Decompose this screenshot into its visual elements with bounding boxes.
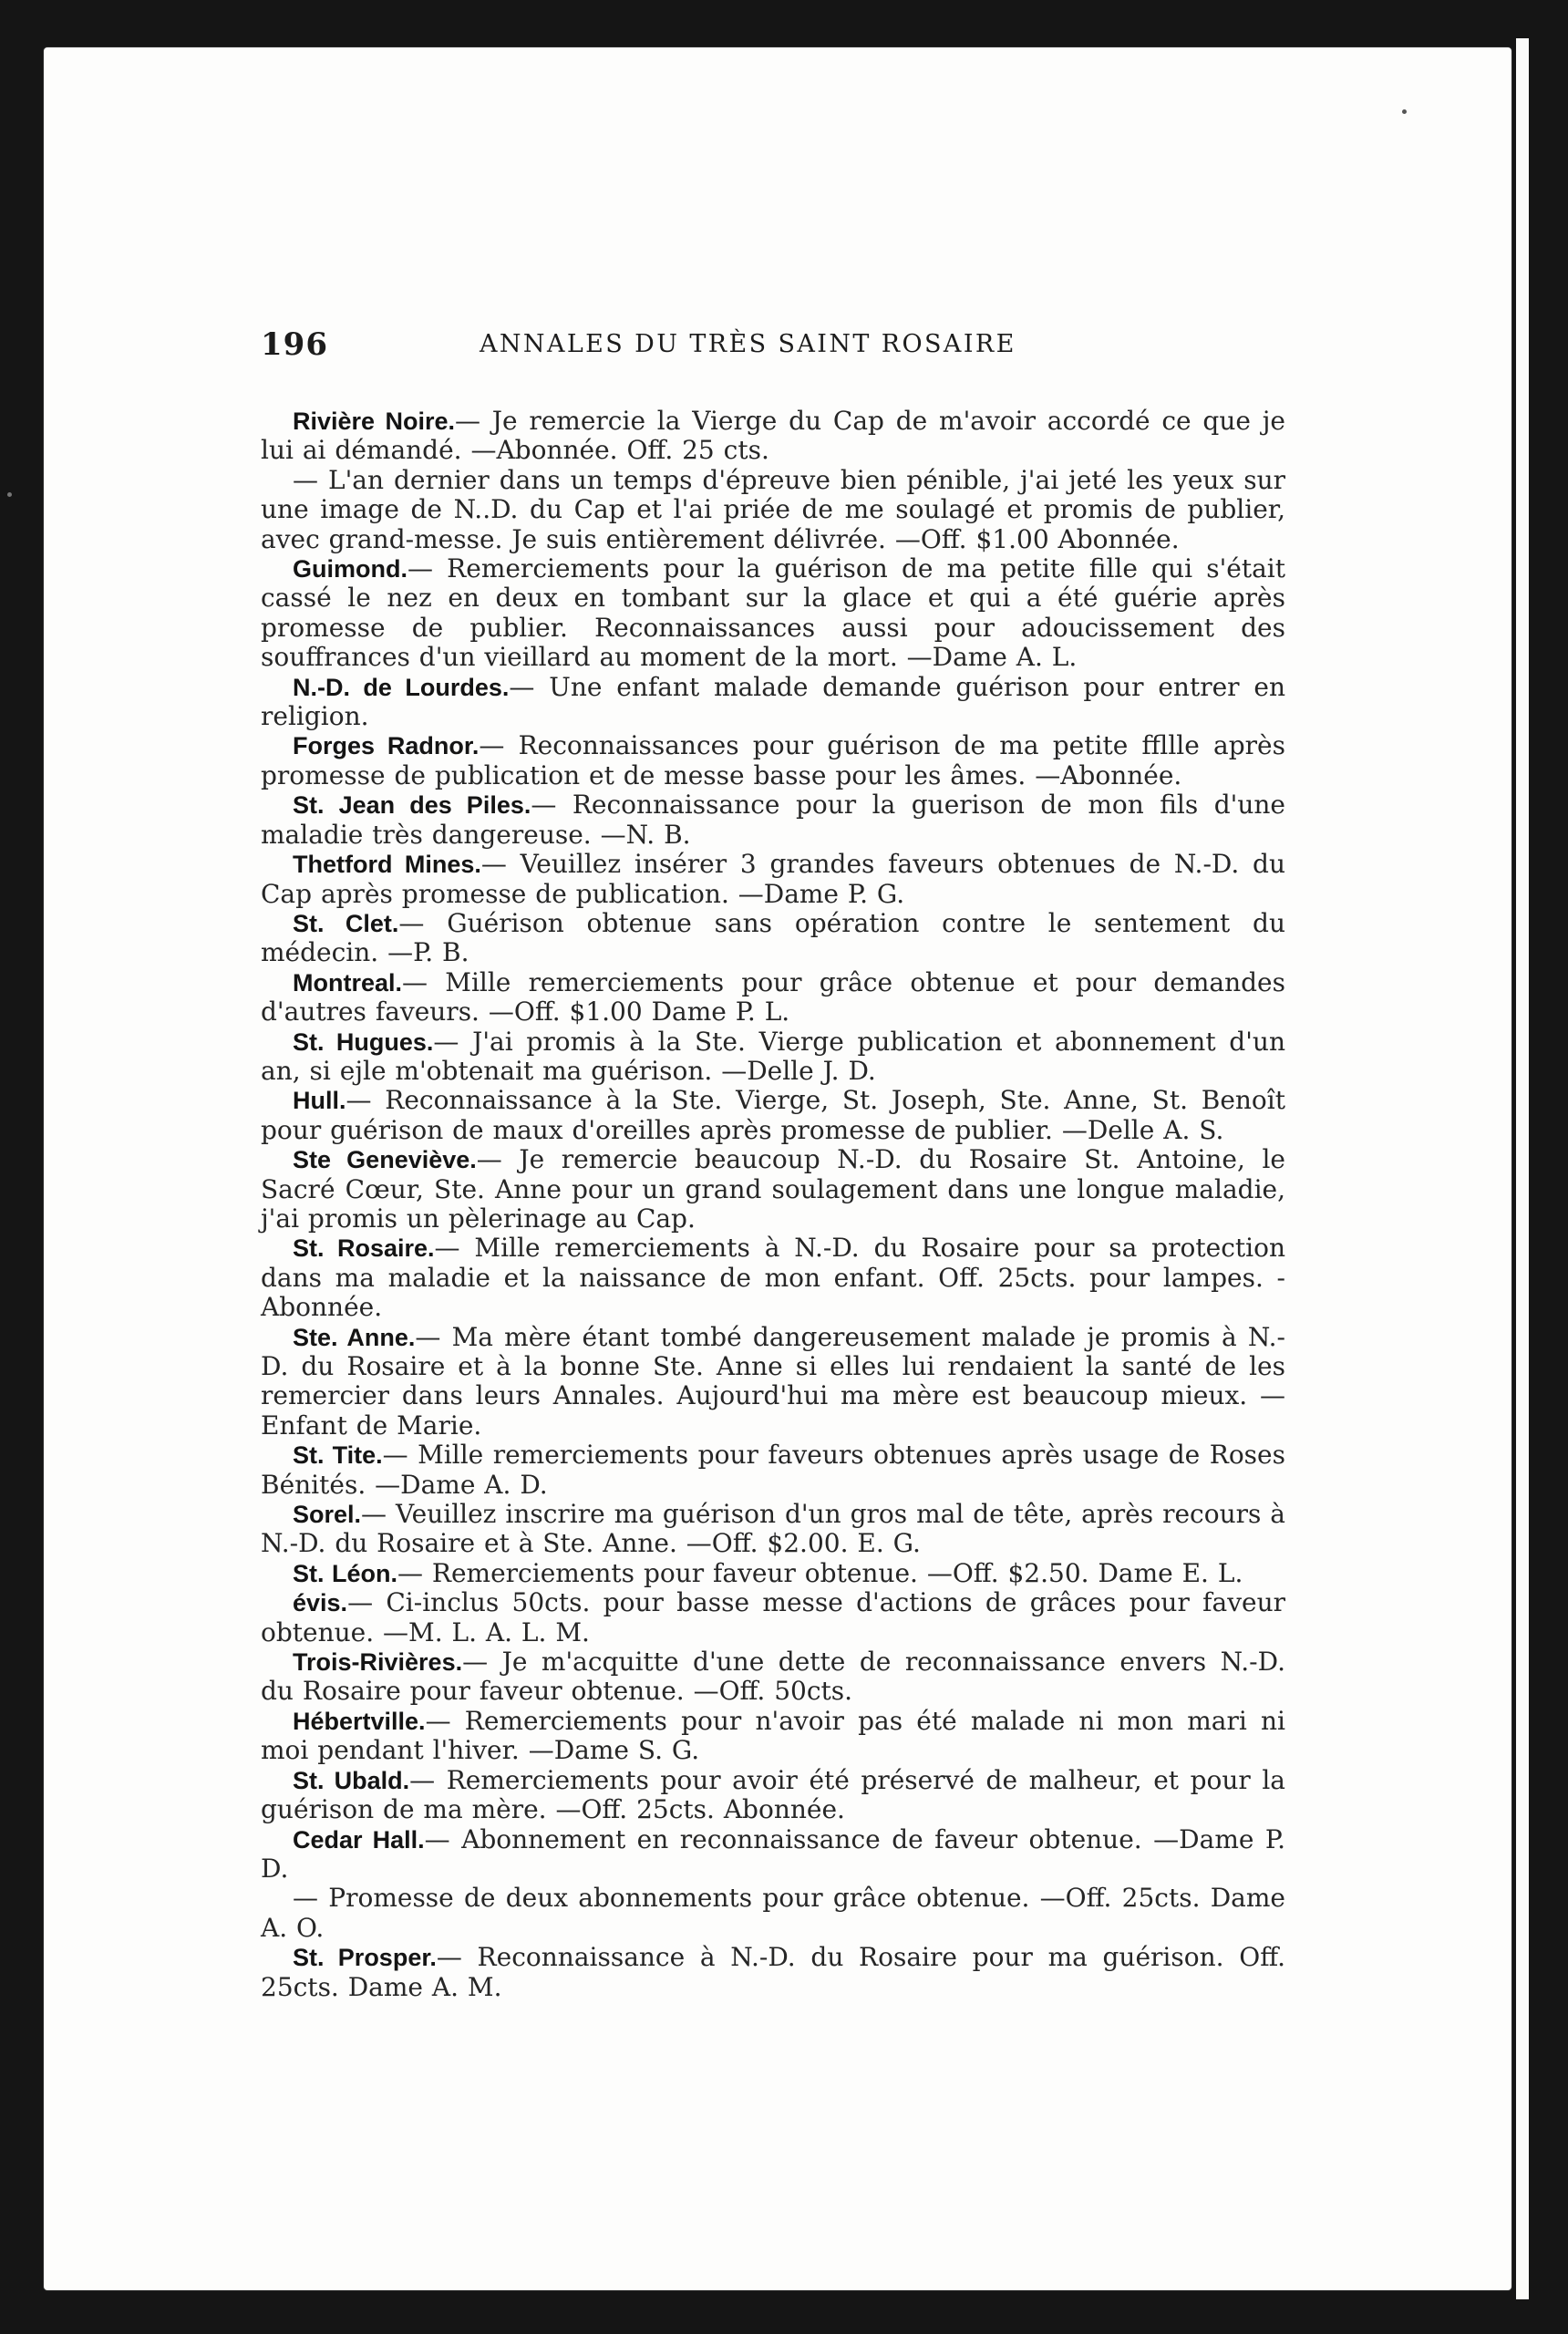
- entry: [261, 466, 1285, 554]
- entry-place: St. Hugues.: [293, 1028, 434, 1056]
- entry: [261, 1145, 1285, 1234]
- entry-place: Ste. Anne.: [293, 1323, 416, 1351]
- entry: [261, 1588, 1285, 1647]
- entry: [261, 1234, 1285, 1322]
- entry-place: Montreal.: [293, 968, 403, 997]
- entry: [261, 1500, 1285, 1559]
- entry-text: — Reconnaissance à N.-D. du Rosaire pour ma guérison. Off. 25cts. Dame A. M.: [261, 1942, 1285, 2002]
- entry-text: — Je remercie beaucoup N.-D. du Rosaire St. Antoine, le Sacré Cœur, Ste. Anne pour un grand soulagement dans une longue maladie, j'ai promis un pèlerinage au Cap.: [261, 1144, 1285, 1234]
- entry-text: — Mille remerciements à N.-D. du Rosaire pour sa protection dans ma maladie et la naissance de mon enfant. Off. 25cts. pour lampes. - Abonnée.: [261, 1233, 1285, 1323]
- entry: [261, 1559, 1285, 1588]
- entry-place: Sorel.: [293, 1501, 362, 1529]
- entry-text: — Ma mère étant tombé dangereusement malade je promis à N.-D. du Rosaire et à la bonne Ste. Anne si elles lui rendaient la santé de les remercier dans leurs Annales. Aujourd'hui ma mère est beaucoup mieux. —Enfant de Marie.: [261, 1321, 1285, 1441]
- entry-place: Forges Radnor.: [293, 732, 480, 760]
- entry-place: évis.: [293, 1589, 348, 1617]
- entry: [261, 1323, 1285, 1441]
- entry-place: St. Clet.: [293, 909, 399, 937]
- entry: [261, 407, 1285, 466]
- entry-text: — Remerciements pour avoir été préservé de malheur, et pour la guérison de ma mère. —Off. 25cts. Abonnée.: [261, 1764, 1285, 1825]
- entry-place: Cedar Hall.: [293, 1825, 425, 1854]
- entry-place: Rivière Noire.: [293, 408, 455, 435]
- entry-text: — Reconnaissance pour la guerison de mon fils d'une maladie très dangereuse. —N. B.: [261, 790, 1285, 850]
- entry-place: Guimond.: [293, 555, 407, 584]
- entry-text: — Abonnement en reconnaissance de faveur obtenue. —Dame P. D.: [261, 1823, 1285, 1884]
- entry-place: St. Léon.: [293, 1559, 397, 1587]
- entry: [261, 673, 1285, 732]
- entry-text: — Reconnaissance à la Ste. Vierge, St. Joseph, Ste. Anne, St. Benoît pour guérison de maux d'oreilles après promesse de publier. —Delle A. S.: [261, 1085, 1285, 1145]
- entry: [261, 1028, 1285, 1087]
- entry-text: — Mille remerciements pour faveurs obtenues après usage de Roses Bénités. —Dame A. D.: [261, 1440, 1285, 1500]
- entry-text: — Veuillez insérer 3 grandes faveurs obtenues de N.-D. du Cap après promesse de publication. —Dame P. G.: [261, 849, 1285, 909]
- entry: [261, 1647, 1285, 1707]
- entry-place: Hébertville.: [293, 1707, 426, 1735]
- entries-list: [261, 407, 1285, 2002]
- entry-place: St. Rosaire.: [293, 1234, 435, 1263]
- entry-place: St. Prosper.: [293, 1944, 437, 1972]
- entry: [261, 909, 1285, 968]
- entry: [261, 1943, 1285, 2002]
- facing-page-edge: [1516, 38, 1529, 2299]
- entry: [261, 850, 1285, 909]
- page-number: 196: [261, 326, 328, 363]
- dust-speck: [7, 492, 12, 497]
- entry-place: N.-D. de Lourdes.: [293, 673, 510, 701]
- entry: [261, 731, 1285, 790]
- entry-text: — Une enfant malade demande guérison pour entrer en religion.: [261, 671, 1285, 732]
- entry-text: — Remerciements pour faveur obtenue. —Off. $2.50. Dame E. L.: [397, 1557, 1243, 1588]
- running-title: ANNALES DU TRÈS SAINT ROSAIRE: [480, 330, 1016, 358]
- entry-text: — Guérison obtenue sans opération contre le sentement du médecin. —P. B.: [261, 907, 1285, 968]
- entry-place: Ste Geneviève.: [293, 1146, 477, 1174]
- entry: [261, 1884, 1285, 1943]
- entry-text: — Remerciements pour n'avoir pas été malade ni mon mari ni moi pendant l'hiver. —Dame S. G.: [261, 1705, 1285, 1766]
- entry: [261, 1441, 1285, 1500]
- entry: [261, 1825, 1285, 1885]
- entry-text: — Ci-inclus 50cts. pour basse messe d'actions de grâces pour faveur obtenue. —M. L. A. L. M.: [261, 1587, 1285, 1647]
- entry-text: — Promesse de deux abonnements pour grâce obtenue. —Off. 25cts. Dame A. O.: [261, 1883, 1285, 1943]
- entry-text: — Remerciements pour la guérison de ma petite fille qui s'était cassé le nez en deux en tombant sur la glace et qui a été guérie après promesse de publier. Reconnaissances aussi pour adoucissement des souffrances d'un vieillard au moment de la mort. —Dame A. L.: [261, 553, 1285, 673]
- entry-place: St. Tite.: [293, 1441, 383, 1470]
- entry: [261, 968, 1285, 1028]
- entry-place: Hull.: [293, 1087, 346, 1115]
- entry-text: — J'ai promis à la Ste. Vierge publication et abonnement d'un an, si ejle m'obtenait ma guérison. —Delle J. D.: [261, 1026, 1285, 1086]
- entry-place: Thetford Mines.: [293, 851, 481, 879]
- entry: [261, 790, 1285, 850]
- entry-text: — Reconnaissances pour guérison de ma petite ffllle après promesse de publication et de messe basse pour les âmes. —Abonnée.: [261, 730, 1285, 790]
- entry-place: St. Ubald.: [293, 1766, 410, 1794]
- entry: [261, 1086, 1285, 1145]
- entry: [261, 1707, 1285, 1766]
- dust-speck: [1402, 109, 1407, 114]
- entry: [261, 554, 1285, 673]
- entry-text: — Je remercie la Vierge du Cap de m'avoir accordé ce que je lui ai démandé. —Abonnée. Off. 25 cts.: [261, 406, 1285, 466]
- entry-text: — Je m'acquitte d'une dette de reconnaissance envers N.-D. du Rosaire pour faveur obtenue. —Off. 50cts.: [261, 1647, 1285, 1707]
- entry-text: — Veuillez inscrire ma guérison d'un gros mal de tête, après recours à N.-D. du Rosaire et à Ste. Anne. —Off. $2.00. E. G.: [261, 1499, 1285, 1559]
- entry-place: St. Jean des Piles.: [293, 791, 531, 820]
- entry-place: Trois-Rivières.: [293, 1648, 463, 1677]
- entry-text: — L'an dernier dans un temps d'épreuve bien pénible, j'ai jeté les yeux sur une image de N..D. du Cap et l'ai priée de me soulagé et promis de publier, avec grand-messe. Je suis entièrement délivrée. —Off. $1.00 Abonnée.: [261, 464, 1285, 554]
- page-header: [261, 326, 1284, 372]
- entry-text: — Mille remerciements pour grâce obtenue et pour demandes d'autres faveurs. —Off. $1.00 Dame P. L.: [261, 966, 1285, 1028]
- entry: [261, 1766, 1285, 1825]
